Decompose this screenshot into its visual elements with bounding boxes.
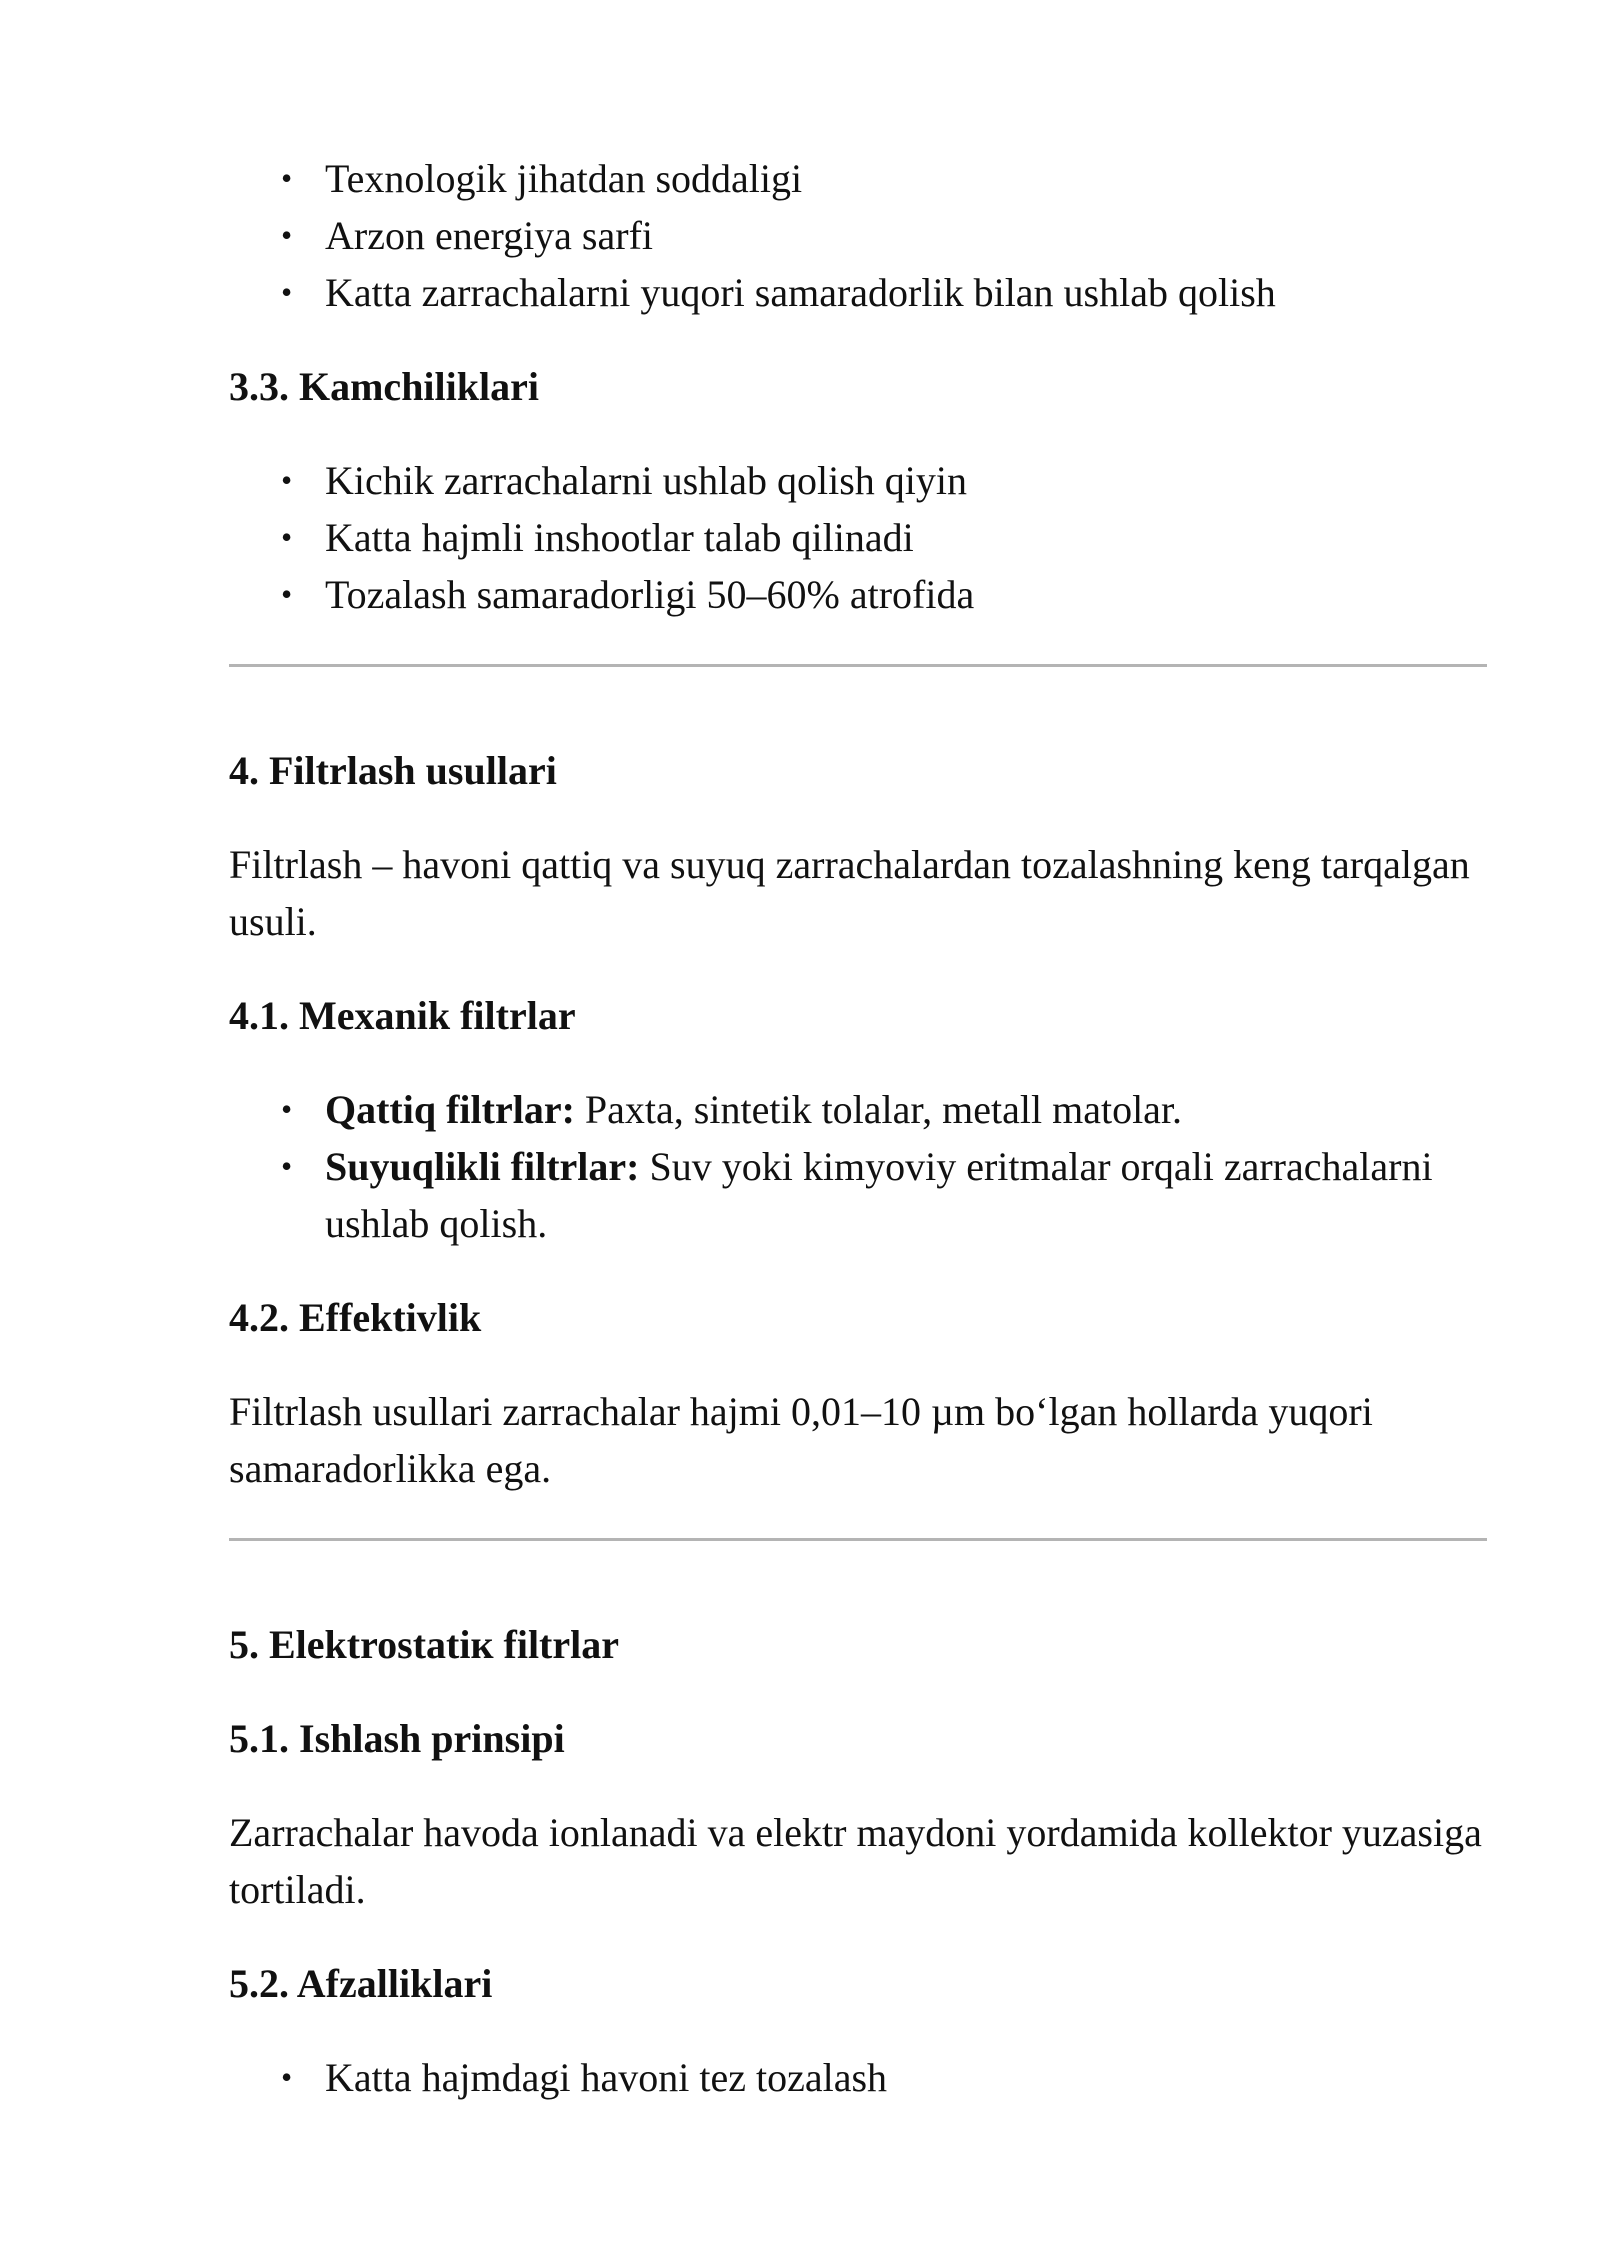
paragraph-filtrlash-intro: Filtrlash – havoni qattiq va suyuq zarrachalardan tozalashning keng tarqalgan usuli. — [229, 842, 1470, 944]
list-item-term: Suyuqlikli filtrlar: — [325, 1144, 640, 1189]
bullet-icon: • — [281, 2059, 293, 2095]
esp-advantages-list — [229, 2049, 1487, 2106]
section-divider — [229, 1538, 1487, 1541]
bullet-icon: • — [281, 1148, 293, 1184]
bullet-icon: • — [281, 274, 293, 310]
heading-5-elektrostatik-filtrlar: 5. Elektrostatiк filtrlar — [229, 1622, 619, 1667]
bullet-icon: • — [281, 519, 293, 555]
heading-4-1-mexanik-filtrlar: 4.1. Mexanik filtrlar — [229, 993, 576, 1038]
list-item: • Katta hajmdagi havoni tez tozalash — [229, 2049, 1487, 2106]
section-divider — [229, 664, 1487, 667]
document-page — [229, 150, 1487, 2106]
list-item: • Suyuqlikli filtrlar: Suv yoki kimyoviy eritmalar orqali zarrachalarni ushlab qolish. — [229, 1138, 1487, 1252]
bullet-icon: • — [281, 217, 293, 253]
list-item: • Texnologik jihatdan soddaligi — [229, 150, 1487, 207]
list-item: • Qattiq filtrlar: Paxta, sintetik tolalar, metall matolar. — [229, 1081, 1487, 1138]
bullet-icon: • — [281, 1091, 293, 1127]
advantages-list-continued — [229, 150, 1487, 321]
list-item: • Katta zarrachalarni yuqori samaradorlik bilan ushlab qolish — [229, 264, 1487, 321]
bullet-icon: • — [281, 462, 293, 498]
list-item: • Kichik zarrachalarni ushlab qolish qiyin — [229, 452, 1487, 509]
heading-4-filtrlash-usullari: 4. Filtrlash usullari — [229, 748, 557, 793]
heading-4-2-effektivlik: 4.2. Effektivlik — [229, 1295, 482, 1340]
bullet-icon: • — [281, 576, 293, 612]
paragraph-effektivlik: Filtrlash usullari zarrachalar hajmi 0,01–10 µm boʻlgan hollarda yuqori samaradorlikka ega. — [229, 1389, 1373, 1491]
paragraph-ishlash-prinsipi: Zarrachalar havoda ionlanadi va elektr maydoni yordamida kollektor yuzasiga tortiladi. — [229, 1810, 1482, 1912]
heading-5-1-ishlash-prinsipi: 5.1. Ishlash prinsipi — [229, 1716, 565, 1761]
list-item: • Katta hajmli inshootlar talab qilinadi — [229, 509, 1487, 566]
disadvantages-list — [229, 452, 1487, 623]
list-item: • Tozalash samaradorligi 50–60% atrofida — [229, 566, 1487, 623]
mechanical-filters-list — [229, 1081, 1487, 1252]
list-item: • Arzon energiya sarfi — [229, 207, 1487, 264]
heading-5-2-afzalliklari: 5.2. Afzalliklari — [229, 1961, 493, 2006]
list-item-term: Qattiq filtrlar: — [325, 1087, 575, 1132]
heading-3-3-kamchiliklari: 3.3. Kamchiliklari — [229, 364, 539, 409]
bullet-icon: • — [281, 160, 293, 196]
